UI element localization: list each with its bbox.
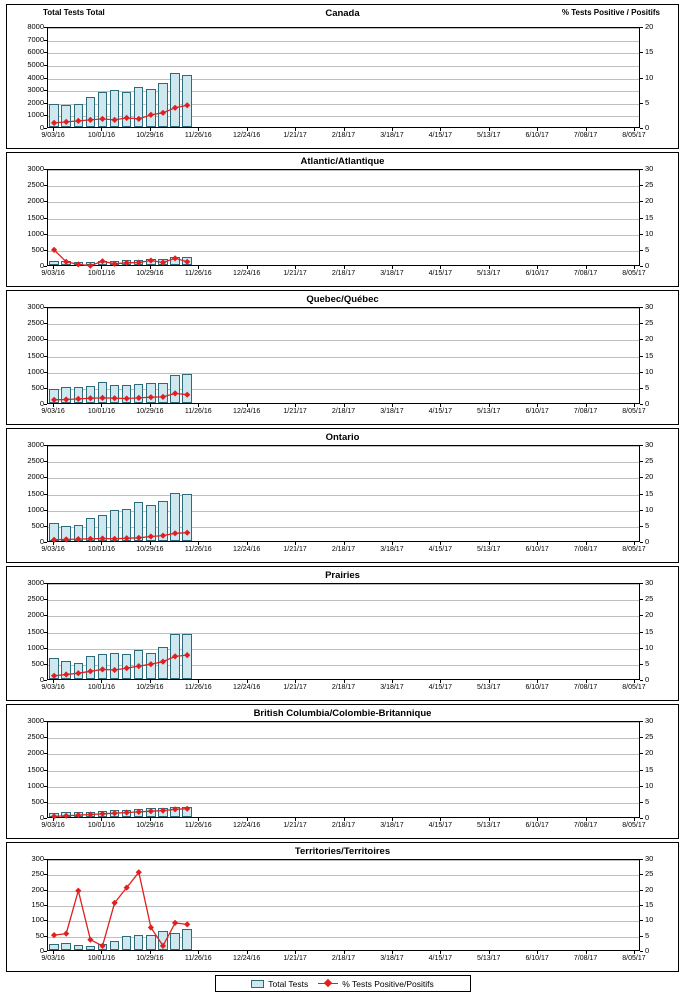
y2-axis-tick-label: 15	[645, 350, 654, 360]
y-axis-tick-label: 0	[39, 261, 44, 270]
chart-panel	[6, 704, 679, 839]
y2-axis-tick-label: 20	[645, 196, 654, 206]
y-axis-tick-label: 1500	[27, 626, 44, 636]
y2-axis-tick-label: 5	[645, 930, 650, 940]
panel-title: Prairies	[325, 570, 360, 581]
y-axis-tick-label: 1000	[27, 504, 44, 514]
y2-axis-tick-label: 0	[645, 399, 650, 408]
x-axis-tick-label: 11/26/16	[184, 270, 212, 277]
x-axis-tick-label: 9/03/16	[41, 408, 65, 415]
y-axis-tick-label: 1500	[27, 764, 44, 774]
y2-axis-tick-label: 30	[645, 854, 654, 863]
y-axis-tick-label: 1000	[27, 366, 44, 376]
y-axis-tick-label: 250	[31, 869, 44, 879]
right-axis-label: % Tests Positive / Positifs	[561, 8, 660, 17]
y2-axis-tick-label: 25	[645, 732, 654, 742]
y-axis-tick-label: 2500	[27, 318, 44, 328]
x-axis-tick-label: 8/05/17	[622, 955, 646, 962]
x-axis-tick-label: 1/21/17	[283, 270, 307, 277]
x-axis-tick-label: 10/29/16	[136, 955, 164, 962]
y2-axis-tick-label: 15	[645, 212, 654, 222]
y2-axis-tick-label: 5	[645, 796, 650, 806]
y2-axis-tick-label: 30	[645, 164, 654, 173]
y2-axis-tick-label: 15	[645, 764, 654, 774]
y-axis-tick-label: 500	[31, 382, 44, 392]
y2-axis-tick-label: 25	[645, 180, 654, 190]
y-axis-tick-label: 0	[39, 675, 44, 684]
panel-title: Canada	[325, 8, 360, 19]
x-axis-tick-label: 1/21/17	[283, 546, 307, 553]
x-axis-tick-label: 4/15/17	[428, 955, 452, 962]
y2-axis-tick-label: 0	[645, 813, 650, 822]
plot-area	[47, 307, 640, 404]
x-axis-tick-label: 11/26/16	[184, 546, 212, 553]
x-axis-tick-label: 5/13/17	[477, 408, 501, 415]
x-axis-tick-label: 2/18/17	[331, 132, 356, 139]
x-axis-tick-label: 8/05/17	[622, 684, 646, 691]
y2-axis-tick-label: 10	[645, 915, 654, 925]
x-axis-tick-label: 1/21/17	[283, 955, 307, 962]
x-axis-tick-label: 9/03/16	[41, 270, 65, 277]
x-axis-tick-label: 10/01/16	[87, 270, 116, 277]
x-axis-tick-label: 10/29/16	[136, 408, 164, 415]
x-axis-tick-label: 5/13/17	[477, 132, 501, 139]
x-axis-tick-label: 1/21/17	[283, 684, 307, 691]
y-axis-tick-label: 4000	[27, 72, 44, 82]
panel-stack	[6, 4, 679, 972]
x-axis-tick-label: 8/05/17	[622, 408, 646, 415]
y-axis-tick-label: 50	[35, 930, 44, 940]
chart-legend	[215, 975, 471, 992]
chart-panel	[6, 566, 679, 701]
y-axis-tick-label: 3000	[27, 164, 44, 173]
x-axis-tick-label: 12/24/16	[233, 270, 261, 277]
y2-axis-tick-label: 15	[645, 626, 654, 636]
bar-swatch-icon	[251, 980, 264, 988]
y2-axis-tick-label: 5	[645, 520, 650, 530]
y-axis-tick-label: 3000	[27, 440, 44, 449]
x-axis-tick-label: 10/01/16	[87, 955, 116, 962]
y-axis-tick-label: 5000	[27, 59, 44, 69]
x-axis-tick-label: 6/10/17	[525, 270, 549, 277]
panel-title: Atlantic/Atlantique	[300, 156, 385, 167]
y-axis-tick-label: 1000	[27, 110, 44, 120]
line-swatch-icon	[318, 980, 338, 988]
y2-axis-tick-label: 30	[645, 578, 654, 587]
y2-axis-tick-label: 15	[645, 900, 654, 909]
y2-axis-tick-label: 5	[645, 658, 650, 668]
x-axis-tick-label: 12/24/16	[233, 546, 261, 553]
y2-axis-tick-label: 0	[645, 946, 650, 955]
y2-axis-tick-label: 0	[645, 123, 650, 132]
y2-axis-tick-label: 30	[645, 302, 654, 311]
y-axis-tick-label: 2500	[27, 180, 44, 190]
x-axis-tick-label: 9/03/16	[41, 684, 65, 691]
y-axis-tick-label: 2500	[27, 594, 44, 604]
x-axis-tick-label: 12/24/16	[233, 132, 261, 139]
panel-title: Territories/Territoires	[294, 846, 391, 857]
x-axis-tick-label: 12/24/16	[233, 684, 261, 691]
x-axis-tick-label: 8/05/17	[622, 822, 646, 829]
y2-axis-tick-label: 0	[645, 261, 650, 270]
y-axis-tick-label: 3000	[27, 716, 44, 725]
y2-axis-tick-label: 20	[645, 610, 654, 620]
x-axis-tick-label: 12/24/16	[233, 822, 261, 829]
x-axis-tick-label: 7/08/17	[573, 132, 598, 139]
y-axis-tick-label: 8000	[27, 22, 44, 31]
panel-title: Ontario	[325, 432, 360, 443]
plot-area	[47, 583, 640, 680]
y-axis-tick-label: 2500	[27, 732, 44, 742]
x-axis-tick-label: 2/18/17	[331, 270, 356, 277]
x-axis-tick-label: 10/01/16	[87, 822, 116, 829]
x-axis-tick-label: 3/18/17	[380, 546, 404, 553]
y-axis-tick-label: 0	[39, 946, 44, 955]
plot-area	[47, 721, 640, 818]
y-axis-tick-label: 500	[31, 658, 44, 668]
x-axis-tick-label: 2/18/17	[331, 684, 356, 691]
x-axis-tick-label: 9/03/16	[41, 955, 65, 962]
y2-axis-tick-label: 5	[645, 244, 650, 254]
x-axis-tick-label: 5/13/17	[477, 955, 501, 962]
legend-item-total-tests	[251, 979, 308, 989]
x-axis-tick-label: 10/29/16	[136, 822, 164, 829]
y-axis-tick-label: 2000	[27, 610, 44, 620]
y2-axis-tick-label: 0	[645, 537, 650, 546]
y-axis-tick-label: 500	[31, 244, 44, 254]
x-axis-tick-label: 10/01/16	[87, 684, 116, 691]
x-axis-tick-label: 6/10/17	[525, 546, 549, 553]
y-axis-tick-label: 1000	[27, 228, 44, 238]
y2-axis-tick-label: 20	[645, 22, 654, 31]
x-axis-tick-label: 11/26/16	[184, 408, 212, 415]
x-axis-tick-label: 7/08/17	[573, 684, 598, 691]
percent-positive-line	[48, 860, 641, 952]
x-axis-tick-label: 7/08/17	[573, 408, 598, 415]
y-axis-tick-label: 2000	[27, 334, 44, 344]
y-axis-tick-label: 1500	[27, 488, 44, 498]
y2-axis-tick-label: 10	[645, 780, 654, 790]
chart-panel	[6, 4, 679, 149]
x-axis-tick-label: 8/05/17	[622, 270, 646, 277]
x-axis-tick-label: 3/18/17	[380, 132, 404, 139]
y2-axis-tick-label: 25	[645, 594, 654, 604]
x-axis-tick-label: 6/10/17	[525, 408, 549, 415]
y-axis-tick-label: 3000	[27, 578, 44, 587]
x-axis-tick-label: 1/21/17	[283, 132, 307, 139]
y2-axis-tick-label: 5	[645, 97, 650, 107]
x-axis-tick-label: 3/18/17	[380, 408, 404, 415]
y2-axis-tick-label: 10	[645, 72, 654, 82]
plot-area	[47, 169, 640, 266]
chart-panel	[6, 290, 679, 425]
x-axis-tick-label: 10/29/16	[136, 270, 164, 277]
plot-area	[47, 859, 640, 951]
x-axis-tick-label: 5/13/17	[477, 684, 501, 691]
y-axis-tick-label: 1500	[27, 350, 44, 360]
x-axis-tick-label: 5/13/17	[477, 546, 501, 553]
y2-axis-tick-label: 10	[645, 642, 654, 652]
x-axis-tick-label: 4/15/17	[428, 684, 452, 691]
y-axis-tick-label: 500	[31, 796, 44, 806]
x-axis-tick-label: 5/13/17	[477, 270, 501, 277]
legend-label-total-tests: Total Tests	[268, 978, 309, 989]
x-axis-tick-label: 10/29/16	[136, 684, 164, 691]
y2-axis-tick-label: 25	[645, 318, 654, 328]
y-axis-tick-label: 2000	[27, 97, 44, 107]
x-axis-tick-label: 6/10/17	[525, 684, 549, 691]
panel-title: Quebec/Québec	[306, 294, 379, 305]
x-axis-tick-label: 2/18/17	[331, 955, 356, 962]
y-axis-tick-label: 1000	[27, 642, 44, 652]
y-axis-tick-label: 1500	[27, 212, 44, 222]
y-axis-tick-label: 7000	[27, 34, 44, 44]
x-axis-tick-label: 8/05/17	[622, 546, 646, 553]
y2-axis-tick-label: 25	[645, 869, 654, 879]
x-axis-tick-label: 10/29/16	[136, 546, 164, 553]
x-axis-tick-label: 11/26/16	[184, 132, 212, 139]
x-axis-tick-label: 11/26/16	[184, 822, 212, 829]
y-axis-tick-label: 2000	[27, 748, 44, 758]
x-axis-tick-label: 11/26/16	[184, 955, 212, 962]
y2-axis-tick-label: 5	[645, 382, 650, 392]
percent-positive-line	[48, 446, 641, 543]
y-axis-tick-label: 3000	[27, 85, 44, 95]
x-axis-tick-label: 3/18/17	[380, 270, 404, 277]
percent-positive-line	[48, 584, 641, 681]
x-axis-tick-label: 7/08/17	[573, 822, 598, 829]
y-axis-tick-label: 0	[39, 537, 44, 546]
y-axis-tick-label: 3000	[27, 302, 44, 311]
y-axis-tick-label: 150	[31, 900, 44, 909]
x-axis-tick-label: 5/13/17	[477, 822, 501, 829]
x-axis-tick-label: 1/21/17	[283, 408, 307, 415]
x-axis-tick-label: 9/03/16	[41, 132, 65, 139]
x-axis-tick-label: 2/18/17	[331, 546, 356, 553]
x-axis-tick-label: 2/18/17	[331, 408, 356, 415]
x-axis-tick-label: 10/01/16	[87, 546, 116, 553]
percent-positive-line	[48, 722, 641, 819]
x-axis-tick-label: 6/10/17	[525, 822, 549, 829]
y2-axis-tick-label: 20	[645, 884, 654, 894]
plot-area	[47, 445, 640, 542]
x-axis-tick-label: 4/15/17	[428, 270, 452, 277]
y-axis-tick-label: 2500	[27, 456, 44, 466]
y2-axis-tick-label: 10	[645, 228, 654, 238]
chart-panel	[6, 842, 679, 972]
x-axis-tick-label: 4/15/17	[428, 546, 452, 553]
x-axis-tick-label: 7/08/17	[573, 270, 598, 277]
legend-item-percent-positive	[318, 979, 434, 989]
x-axis-tick-label: 10/01/16	[87, 408, 116, 415]
y-axis-tick-label: 0	[39, 813, 44, 822]
y-axis-tick-label: 200	[31, 884, 44, 894]
y2-axis-tick-label: 10	[645, 504, 654, 514]
y2-axis-tick-label: 20	[645, 472, 654, 482]
x-axis-tick-label: 9/03/16	[41, 546, 65, 553]
x-axis-tick-label: 6/10/17	[525, 955, 549, 962]
left-axis-label: Total Tests Total	[43, 8, 105, 17]
legend-label-percent-positive: % Tests Positive/Positifs	[342, 978, 434, 989]
percent-positive-line	[48, 28, 641, 129]
x-axis-tick-label: 3/18/17	[380, 822, 404, 829]
y2-axis-tick-label: 15	[645, 47, 654, 57]
x-axis-tick-label: 10/01/16	[87, 132, 116, 139]
chart-panel	[6, 152, 679, 287]
panel-title: British Columbia/Colombie-Britannique	[253, 708, 432, 719]
y-axis-tick-label: 100	[31, 915, 44, 925]
y-axis-tick-label: 1000	[27, 780, 44, 790]
y2-axis-tick-label: 20	[645, 334, 654, 344]
y2-axis-tick-label: 10	[645, 366, 654, 376]
y-axis-tick-label: 2000	[27, 472, 44, 482]
x-axis-tick-label: 12/24/16	[233, 955, 261, 962]
x-axis-tick-label: 12/24/16	[233, 408, 261, 415]
x-axis-tick-label: 7/08/17	[573, 955, 598, 962]
y-axis-tick-label: 500	[31, 520, 44, 530]
percent-positive-line	[48, 308, 641, 405]
y-axis-tick-label: 6000	[27, 47, 44, 57]
x-axis-tick-label: 7/08/17	[573, 546, 598, 553]
y2-axis-tick-label: 0	[645, 675, 650, 684]
x-axis-tick-label: 6/10/17	[525, 132, 549, 139]
x-axis-tick-label: 4/15/17	[428, 408, 452, 415]
x-axis-tick-label: 9/03/16	[41, 822, 65, 829]
x-axis-tick-label: 1/21/17	[283, 822, 307, 829]
y2-axis-tick-label: 20	[645, 748, 654, 758]
y2-axis-tick-label: 30	[645, 716, 654, 725]
y-axis-tick-label: 300	[31, 854, 44, 863]
x-axis-tick-label: 3/18/17	[380, 684, 404, 691]
y2-axis-tick-label: 25	[645, 456, 654, 466]
y2-axis-tick-label: 30	[645, 440, 654, 449]
x-axis-tick-label: 8/05/17	[622, 132, 646, 139]
y-axis-tick-label: 0	[39, 123, 44, 132]
plot-area	[47, 27, 640, 128]
x-axis-tick-label: 3/18/17	[380, 955, 404, 962]
y2-axis-tick-label: 15	[645, 488, 654, 498]
x-axis-tick-label: 4/15/17	[428, 132, 452, 139]
chart-panel	[6, 428, 679, 563]
y-axis-tick-label: 2000	[27, 196, 44, 206]
x-axis-tick-label: 4/15/17	[428, 822, 452, 829]
percent-positive-line	[48, 170, 641, 267]
x-axis-tick-label: 11/26/16	[184, 684, 212, 691]
x-axis-tick-label: 2/18/17	[331, 822, 356, 829]
x-axis-tick-label: 10/29/16	[136, 132, 164, 139]
y-axis-tick-label: 0	[39, 399, 44, 408]
